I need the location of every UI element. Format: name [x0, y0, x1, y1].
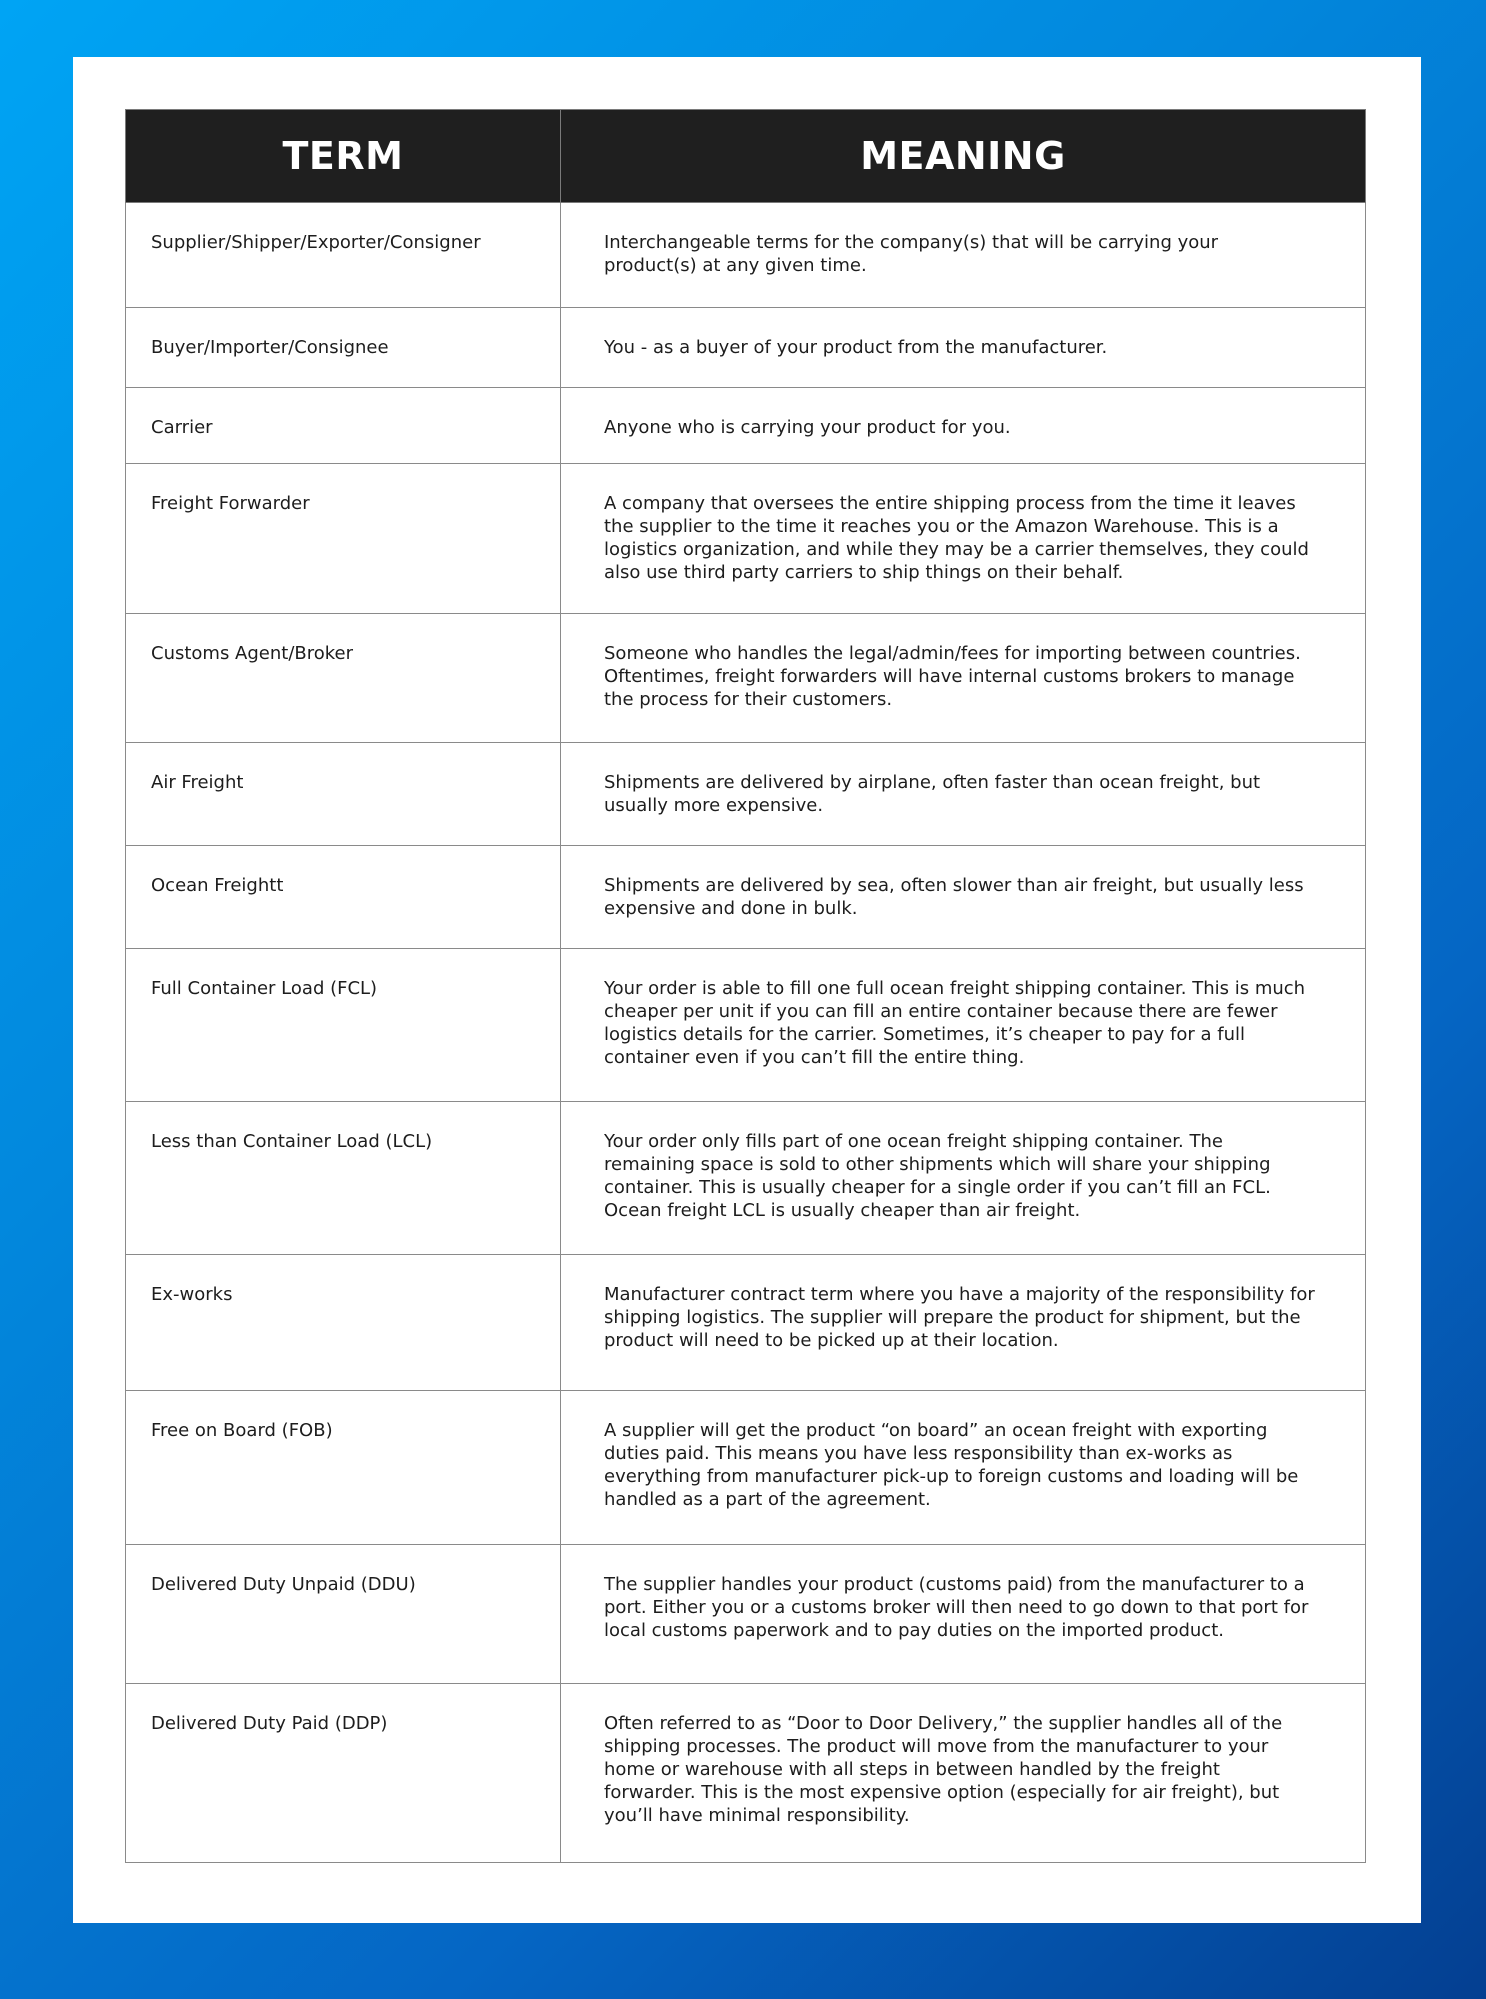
term-cell: Ocean Freightt: [126, 846, 561, 949]
meaning-cell: Anyone who is carrying your product for you.: [561, 388, 1366, 464]
table-row: [126, 464, 1366, 614]
term-cell: Freight Forwarder: [126, 464, 561, 614]
meaning-cell: Shipments are delivered by sea, often slower than air freight, but usually less expensive and done in bulk.: [561, 846, 1366, 949]
meaning-cell: Manufacturer contract term where you have a majority of the responsibility for shipping logistics. The supplier will prepare the product for shipment, but the product will need to be picked up at their location.: [561, 1255, 1366, 1391]
header-term: TERM: [126, 110, 561, 203]
header-row: [126, 110, 1366, 203]
table-row: [126, 1391, 1366, 1545]
term-cell: Less than Container Load (LCL): [126, 1102, 561, 1255]
header-meaning: MEANING: [561, 110, 1366, 203]
table-row: [126, 743, 1366, 846]
term-cell: Delivered Duty Unpaid (DDU): [126, 1545, 561, 1684]
table-row: [126, 949, 1366, 1102]
meaning-cell: A supplier will get the product “on board” an ocean freight with exporting duties paid. This means you have less responsibility than ex-works as everything from manufacturer pick-up to foreign customs and loading will be handled as a part of the agreement.: [561, 1391, 1366, 1545]
meaning-cell: Interchangeable terms for the company(s) that will be carrying your product(s) at any given time.: [561, 203, 1366, 308]
term-cell: Supplier/Shipper/Exporter/Consigner: [126, 203, 561, 308]
terms-table: [125, 109, 1366, 1863]
meaning-cell: Your order is able to fill one full ocean freight shipping container. This is much cheaper per unit if you can fill an entire container because there are fewer logistics details for the carrier. Sometimes, it’s cheaper to pay for a full container even if you can’t fill the entire thing.: [561, 949, 1366, 1102]
table-row: [126, 846, 1366, 949]
table-row: [126, 1684, 1366, 1863]
meaning-cell: The supplier handles your product (customs paid) from the manufacturer to a port. Either you or a customs broker will then need to go down to that port for local customs paperwork and to pay duties on the imported product.: [561, 1545, 1366, 1684]
term-cell: Ex-works: [126, 1255, 561, 1391]
term-cell: Customs Agent/Broker: [126, 614, 561, 743]
meaning-cell: Shipments are delivered by airplane, often faster than ocean freight, but usually more expensive.: [561, 743, 1366, 846]
table-row: [126, 1545, 1366, 1684]
table-row: [126, 388, 1366, 464]
table-row: [126, 1255, 1366, 1391]
term-cell: Buyer/Importer/Consignee: [126, 308, 561, 388]
meaning-cell: Someone who handles the legal/admin/fees for importing between countries. Oftentimes, freight forwarders will have internal customs brokers to manage the process for their customers.: [561, 614, 1366, 743]
meaning-cell: You - as a buyer of your product from the manufacturer.: [561, 308, 1366, 388]
table-row: [126, 614, 1366, 743]
term-cell: Free on Board (FOB): [126, 1391, 561, 1545]
table-row: [126, 203, 1366, 308]
term-cell: Carrier: [126, 388, 561, 464]
document-sheet: [73, 57, 1421, 1923]
term-cell: Full Container Load (FCL): [126, 949, 561, 1102]
meaning-cell: A company that oversees the entire shipping process from the time it leaves the supplier to the time it reaches you or the Amazon Warehouse. This is a logistics organization, and while they may be a carrier themselves, they could also use third party carriers to ship things on their behalf.: [561, 464, 1366, 614]
term-cell: Air Freight: [126, 743, 561, 846]
meaning-cell: Your order only fills part of one ocean freight shipping container. The remaining space is sold to other shipments which will share your shipping container. This is usually cheaper for a single order if you can’t fill an FCL. Ocean freight LCL is usually cheaper than air freight.: [561, 1102, 1366, 1255]
table-row: [126, 308, 1366, 388]
meaning-cell: Often referred to as “Door to Door Delivery,” the supplier handles all of the shipping processes. The product will move from the manufacturer to your home or warehouse with all steps in between handled by the freight forwarder. This is the most expensive option (especially for air freight), but you’ll have minimal responsibility.: [561, 1684, 1366, 1863]
term-cell: Delivered Duty Paid (DDP): [126, 1684, 561, 1863]
table-row: [126, 1102, 1366, 1255]
